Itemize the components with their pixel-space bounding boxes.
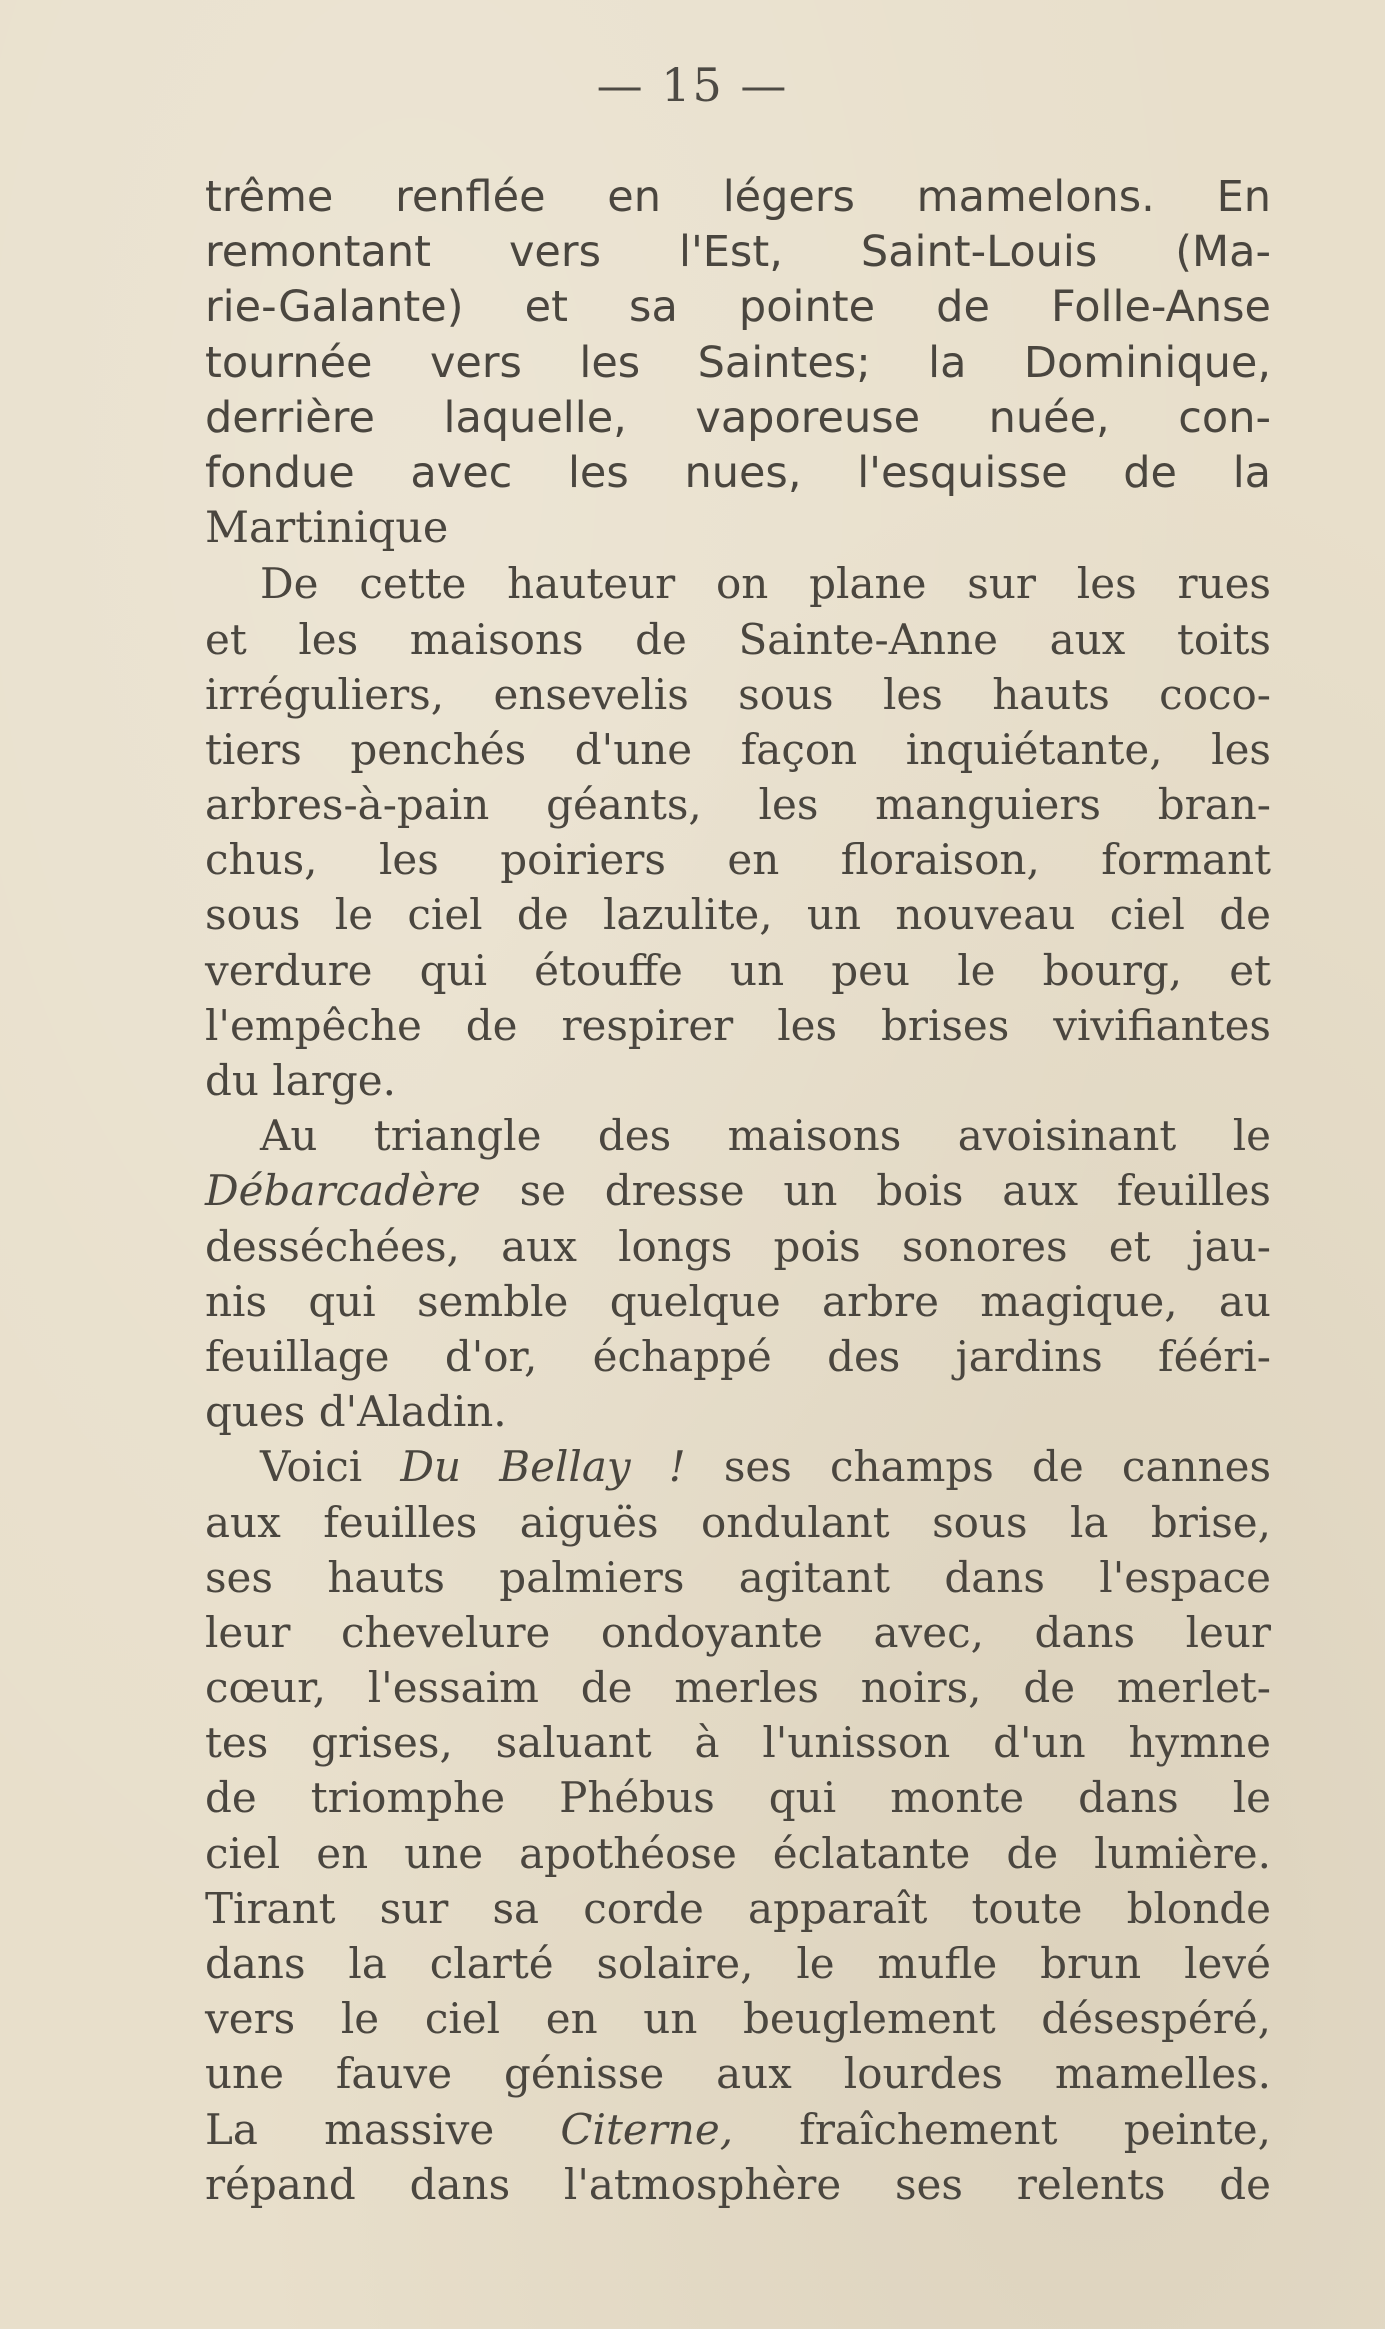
text-segment: verdure qui étouffe un peu le bourg, et (205, 945, 1271, 995)
text-line (205, 336, 1271, 391)
text-line (205, 1384, 1271, 1439)
text-segment: du large. (205, 1056, 396, 1105)
text-body (205, 170, 1271, 2212)
text-segment: derrière laquelle, vaporeuse nuée, con- (205, 392, 1271, 443)
text-line (205, 1329, 1271, 1384)
text-segment: répand dans l'atmosphère ses relents de (205, 2159, 1271, 2209)
text-segment: et les maisons de Sainte-Anne aux toits (205, 614, 1271, 664)
text-segment: tournée vers les Saintes; la Dominique, (205, 337, 1271, 388)
text-segment: ses champs de cannes (685, 1442, 1271, 1492)
text-line (205, 777, 1271, 832)
text-segment: trême renflée en légers mamelons. En (205, 172, 1271, 222)
text-line (205, 943, 1271, 998)
text-line (205, 1495, 1271, 1550)
text-segment: ques d'Aladin. (205, 1387, 507, 1437)
text-line (205, 1715, 1271, 1770)
text-segment: arbres-à-pain géants, les manguiers bran- (205, 780, 1271, 830)
text-segment: chus, les poiriers en floraison, formant (205, 835, 1271, 885)
text-line (205, 667, 1271, 722)
text-line (205, 1826, 1271, 1881)
text-line (205, 1991, 1271, 2046)
text-segment: Tirant sur sa corde apparaît toute blonde (205, 1883, 1271, 1933)
text-segment: tiers penchés d'une façon inquiétante, les (205, 724, 1271, 774)
text-line (205, 1163, 1271, 1218)
text-line (205, 1936, 1271, 1991)
text-segment: sous le ciel de lazulite, un nouveau ciel de (205, 890, 1271, 940)
text-segment: La massive (205, 2104, 561, 2154)
text-segment: aux feuilles aiguës ondulant sous la brise, (205, 1497, 1271, 1547)
text-line (205, 2046, 1271, 2101)
text-line (205, 1274, 1271, 1329)
text-segment: une fauve génisse aux lourdes mamelles. (205, 2049, 1271, 2099)
text-segment: l'empêche de respirer les brises vivifiantes (205, 1000, 1271, 1050)
text-line (205, 1660, 1271, 1715)
text-segment: Martinique (205, 503, 449, 554)
text-segment: feuillage d'or, échappé des jardins fééri- (205, 1331, 1271, 1381)
text-segment: ciel en une apothéose éclatante de lumière. (205, 1828, 1271, 1878)
text-line (205, 1605, 1271, 1660)
page-number: — 15 — (596, 58, 789, 112)
text-line (205, 225, 1271, 280)
text-line (205, 556, 1271, 611)
text-line (205, 280, 1271, 335)
text-line (205, 170, 1271, 225)
text-line (205, 1053, 1271, 1108)
text-segment: tes grises, saluant à l'unisson d'un hymne (205, 1718, 1271, 1768)
text-segment: se dresse un bois aux feuilles (480, 1166, 1271, 1216)
text-line (205, 1108, 1271, 1163)
text-line (205, 2157, 1271, 2212)
text-segment: desséchées, aux longs pois sonores et jau- (205, 1221, 1271, 1271)
text-segment: ses hauts palmiers agitant dans l'espace (205, 1552, 1271, 1602)
text-line (205, 612, 1271, 667)
text-segment: remontant vers l'Est, Saint-Louis (Ma- (205, 227, 1271, 278)
text-line (205, 722, 1271, 777)
text-line (205, 391, 1271, 446)
text-segment: fraîchement peinte, (733, 2104, 1271, 2154)
text-segment: De cette hauteur on plane sur les rues (260, 559, 1271, 609)
text-line (205, 501, 1271, 556)
text-segment: fondue avec les nues, l'esquisse de la (205, 447, 1271, 498)
italic-text: Débarcadère (205, 1166, 481, 1216)
text-line (205, 1770, 1271, 1825)
text-segment: vers le ciel en un beuglement désespéré, (205, 1994, 1271, 2044)
text-line (205, 2102, 1271, 2157)
text-segment: dans la clarté solaire, le mufle brun levé (205, 1939, 1271, 1988)
text-line (205, 1219, 1271, 1274)
text-line (205, 832, 1271, 887)
text-segment: Voici (260, 1442, 401, 1492)
text-segment: nis qui semble quelque arbre magique, au (205, 1276, 1271, 1326)
text-segment: cœur, l'essaim de merles noirs, de merlet- (205, 1663, 1271, 1713)
text-line (205, 446, 1271, 501)
text-line (205, 1881, 1271, 1936)
text-line (205, 1550, 1271, 1605)
text-line (205, 1439, 1271, 1494)
text-segment: irréguliers, ensevelis sous les hauts coco- (205, 669, 1271, 719)
italic-text: Du Bellay ! (400, 1442, 686, 1492)
text-segment: de triomphe Phébus qui monte dans le (205, 1773, 1271, 1823)
text-segment: Au triangle des maisons avoisinant le (260, 1111, 1271, 1161)
text-segment: rie-Galante) et sa pointe de Folle-Anse (205, 282, 1271, 333)
text-line (205, 998, 1271, 1053)
text-line (205, 887, 1271, 942)
italic-text: Citerne, (560, 2104, 734, 2154)
text-segment: leur chevelure ondoyante avec, dans leur (205, 1607, 1271, 1657)
